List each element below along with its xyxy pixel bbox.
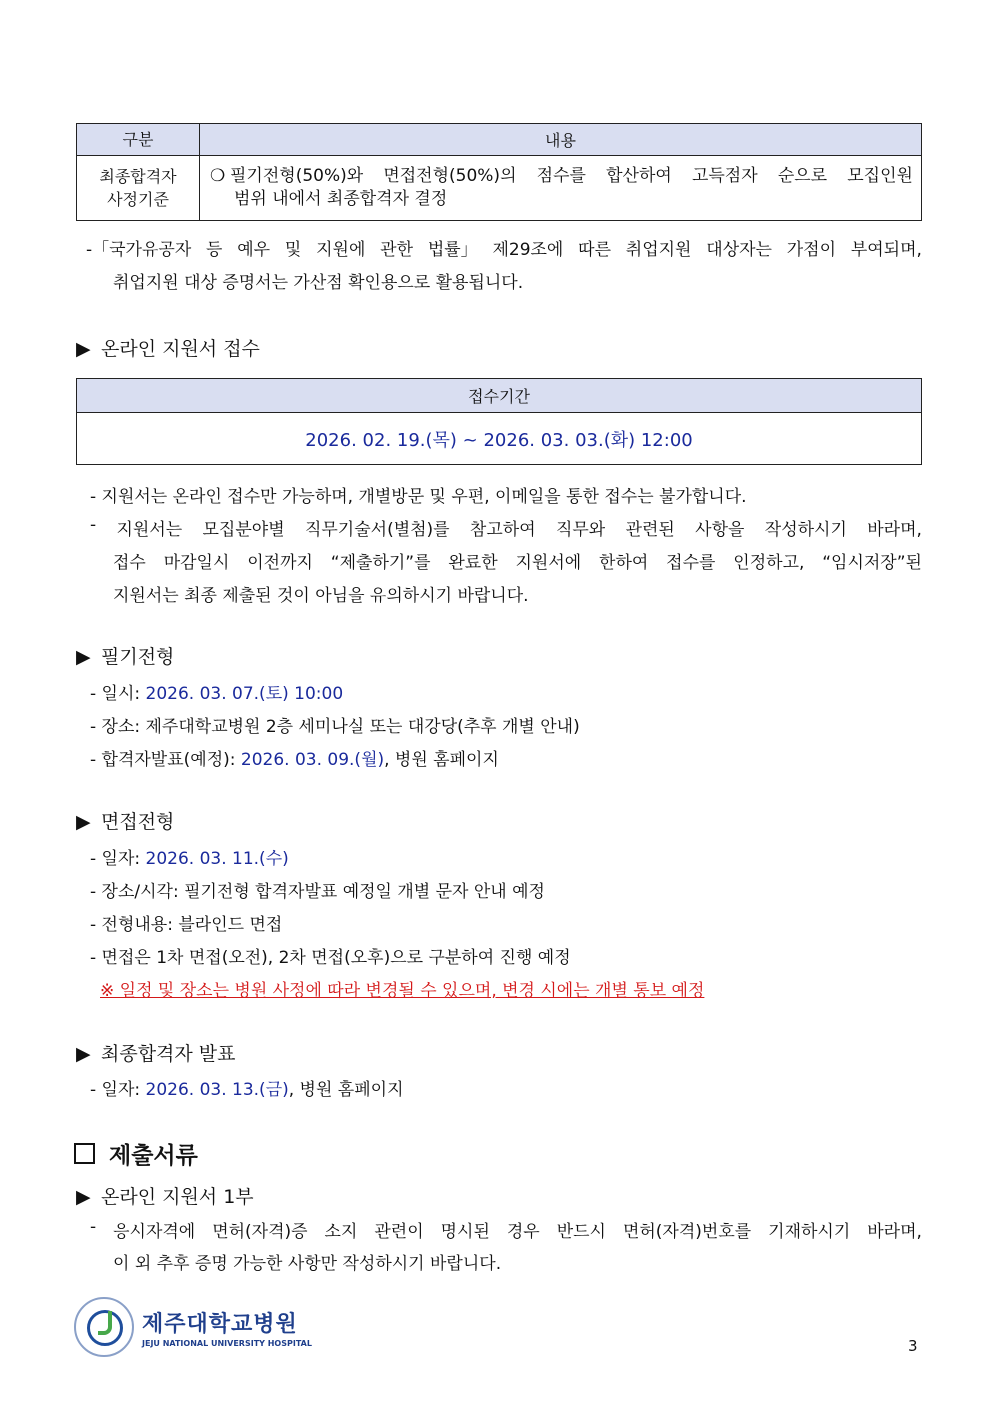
item-tail: , 병원 홈페이지 xyxy=(288,1080,404,1100)
word: 명시된 xyxy=(440,1222,490,1242)
table-header-content: 내용 xyxy=(200,124,922,156)
section-title-online xyxy=(76,334,260,361)
list-item: - 지원서는 온라인 접수만 가능하며, 개별방문 및 우편, 이메일을 통한 접수는 불가합니다. xyxy=(90,487,747,507)
word: 따른 xyxy=(578,240,611,260)
list-item: - 장소: 제주대학교병원 2층 세미나실 또는 대강당(추후 개별 안내) xyxy=(90,717,580,737)
word: 모집인원 xyxy=(847,166,913,186)
word: 대상자는 xyxy=(706,240,772,260)
word: 면허(자격)증 xyxy=(212,1222,308,1242)
word: 등 xyxy=(206,240,223,260)
item-tail: , 병원 홈페이지 xyxy=(384,750,499,770)
word: 작성하시기 xyxy=(764,520,847,540)
triangle-bullet-icon: ▶ xyxy=(76,811,91,833)
list-item xyxy=(90,745,499,770)
section-title-docs xyxy=(76,1182,254,1209)
word: 면접전형(50%)의 xyxy=(383,166,517,186)
word: 이전까지 xyxy=(247,553,313,573)
list-item-words xyxy=(113,548,922,573)
logo-english-name: JEJU NATIONAL UNIVERSITY HOSPITAL xyxy=(142,1338,312,1348)
word: 참고하여 xyxy=(469,520,536,540)
word: 면허(자격)번호를 xyxy=(622,1222,752,1242)
word: 모집분야별 xyxy=(202,520,285,540)
row-content xyxy=(200,156,922,221)
table-header-period: 접수기간 xyxy=(77,379,922,413)
triangle-bullet-icon: ▶ xyxy=(76,1043,91,1065)
list-item xyxy=(90,844,289,869)
documents-heading xyxy=(74,1137,198,1170)
application-period-table xyxy=(76,378,922,465)
section-title-interview xyxy=(76,807,174,834)
list-item-continuation: 이 외 추후 증명 가능한 사항만 작성하시기 바랍니다. xyxy=(113,1254,502,1274)
selection-criteria-table xyxy=(76,123,922,221)
application-period-value: 2026. 02. 19.(목) ~ 2026. 03. 03.(화) 12:00 xyxy=(77,413,922,465)
documents-heading-text: 제출서류 xyxy=(109,1143,198,1169)
word: 직무기술서(별첨)를 xyxy=(304,520,450,540)
word: “제출하기”를 xyxy=(330,553,431,573)
list-item: - 장소/시각: 필기전형 합격자발표 예정일 개별 문자 안내 예정 xyxy=(90,882,545,902)
table-header-category: 구분 xyxy=(77,124,200,156)
word: 사항을 xyxy=(695,520,745,540)
word: 가점이 xyxy=(786,240,837,260)
schedule-change-notice: ※ 일정 및 장소는 병원 사정에 따라 변경될 수 있으며, 변경 시에는 개별 통보 예정 xyxy=(100,981,705,1001)
list-item: - 면접은 1차 면접(오전), 2차 면접(오후)으로 구분하여 진행 예정 xyxy=(90,948,571,968)
word: 고득점자 xyxy=(691,166,758,186)
section-title-written xyxy=(76,642,174,669)
note-words xyxy=(86,235,922,260)
word: - xyxy=(90,515,97,535)
seal-mark xyxy=(98,1311,112,1335)
list-item-continuation xyxy=(113,548,922,573)
word: 취업지원 xyxy=(625,240,692,260)
word: 법률」 xyxy=(427,240,478,260)
logo-text xyxy=(142,1307,312,1348)
item-label: - 일자: xyxy=(90,849,146,869)
list-item: - 전형내용: 블라인드 면접 xyxy=(90,915,283,935)
item-label: - 일시: xyxy=(90,684,146,704)
note-line: 취업지원 대상 증명서는 가산점 확인용으로 활용됩니다. xyxy=(113,273,524,293)
word: 관련이 xyxy=(374,1222,424,1242)
word: 경우 xyxy=(506,1222,540,1242)
item-date: 2026. 03. 09.(월) xyxy=(240,750,385,770)
word: 바라며, xyxy=(867,520,922,540)
word: - xyxy=(90,1217,97,1237)
hospital-seal-icon xyxy=(74,1297,134,1357)
section-title-final xyxy=(76,1039,236,1066)
word: 및 xyxy=(284,240,302,260)
table-header-row xyxy=(77,124,922,156)
note-line xyxy=(86,235,922,260)
table-row xyxy=(77,413,922,465)
word: 합산하여 xyxy=(606,166,672,186)
word: 순으로 xyxy=(777,166,828,186)
content-line: 범위 내에서 최종합격자 결정 xyxy=(234,189,448,209)
triangle-bullet-icon: ▶ xyxy=(76,338,91,360)
hospital-logo xyxy=(74,1297,312,1357)
word: 인정하고, xyxy=(733,553,805,573)
word: 점수를 xyxy=(536,166,586,186)
word: 기재하시기 xyxy=(768,1222,851,1242)
word: 필기전형(50%)와 xyxy=(230,166,364,186)
word: 한하여 xyxy=(599,553,649,573)
word: 제29조에 xyxy=(492,240,564,260)
item-date: 2026. 03. 07.(토) 10:00 xyxy=(145,684,344,704)
word: 지원에 xyxy=(316,240,366,260)
triangle-bullet-icon: ▶ xyxy=(76,1186,91,1208)
row-label xyxy=(77,156,200,221)
word: 접수를 xyxy=(666,553,716,573)
table-header-row xyxy=(77,379,922,413)
word: 부여되며, xyxy=(850,240,922,260)
section-title-text: 면접전형 xyxy=(101,811,175,833)
word: -「국가유공자 xyxy=(86,240,192,260)
list-item xyxy=(90,1075,404,1100)
word: 소지 xyxy=(324,1222,358,1242)
list-item xyxy=(90,679,343,704)
item-date: 2026. 03. 13.(금) xyxy=(145,1080,289,1100)
square-bullet-icon xyxy=(74,1143,95,1164)
page-number: 3 xyxy=(908,1337,918,1355)
list-item xyxy=(90,1217,922,1242)
row-label-line: 사정기준 xyxy=(107,190,169,209)
triangle-bullet-icon: ▶ xyxy=(76,646,91,668)
section-title-text: 최종합격자 발표 xyxy=(101,1043,236,1065)
item-label: - 일자: xyxy=(90,1080,146,1100)
logo-korean-name: 제주대학교병원 xyxy=(142,1311,298,1337)
word: “임시저장”된 xyxy=(822,553,922,573)
word: 지원서에 xyxy=(515,553,582,573)
word: 바라며, xyxy=(867,1222,922,1242)
section-title-text: 필기전형 xyxy=(101,646,175,668)
word: 마감일시 xyxy=(163,553,230,573)
content-words xyxy=(230,165,913,188)
word: 지원서는 xyxy=(116,520,183,540)
word: 반드시 xyxy=(556,1222,606,1242)
word: 관련된 xyxy=(625,520,675,540)
word: 직무와 xyxy=(555,520,606,540)
word: 완료한 xyxy=(448,553,498,573)
content-line xyxy=(210,165,913,188)
word: 예우 xyxy=(237,240,271,260)
list-item-words xyxy=(90,1217,922,1242)
section-title-text: 온라인 지원서 1부 xyxy=(101,1186,254,1208)
list-item-words xyxy=(90,515,922,540)
item-label: - 합격자발표(예정): xyxy=(90,750,241,770)
word: 관한 xyxy=(380,240,414,260)
word: 응시자격에 xyxy=(113,1222,196,1242)
row-label-line: 최종합격자 xyxy=(99,167,177,186)
circle-bullet-icon: ❍ xyxy=(210,166,226,186)
table-row xyxy=(77,156,922,221)
word: 접수 xyxy=(113,553,146,573)
section-title-text: 온라인 지원서 접수 xyxy=(101,338,260,360)
item-date: 2026. 03. 11.(수) xyxy=(145,849,289,869)
list-item xyxy=(90,515,922,540)
list-item-continuation: 지원서는 최종 제출된 것이 아님을 유의하시기 바랍니다. xyxy=(113,586,529,606)
